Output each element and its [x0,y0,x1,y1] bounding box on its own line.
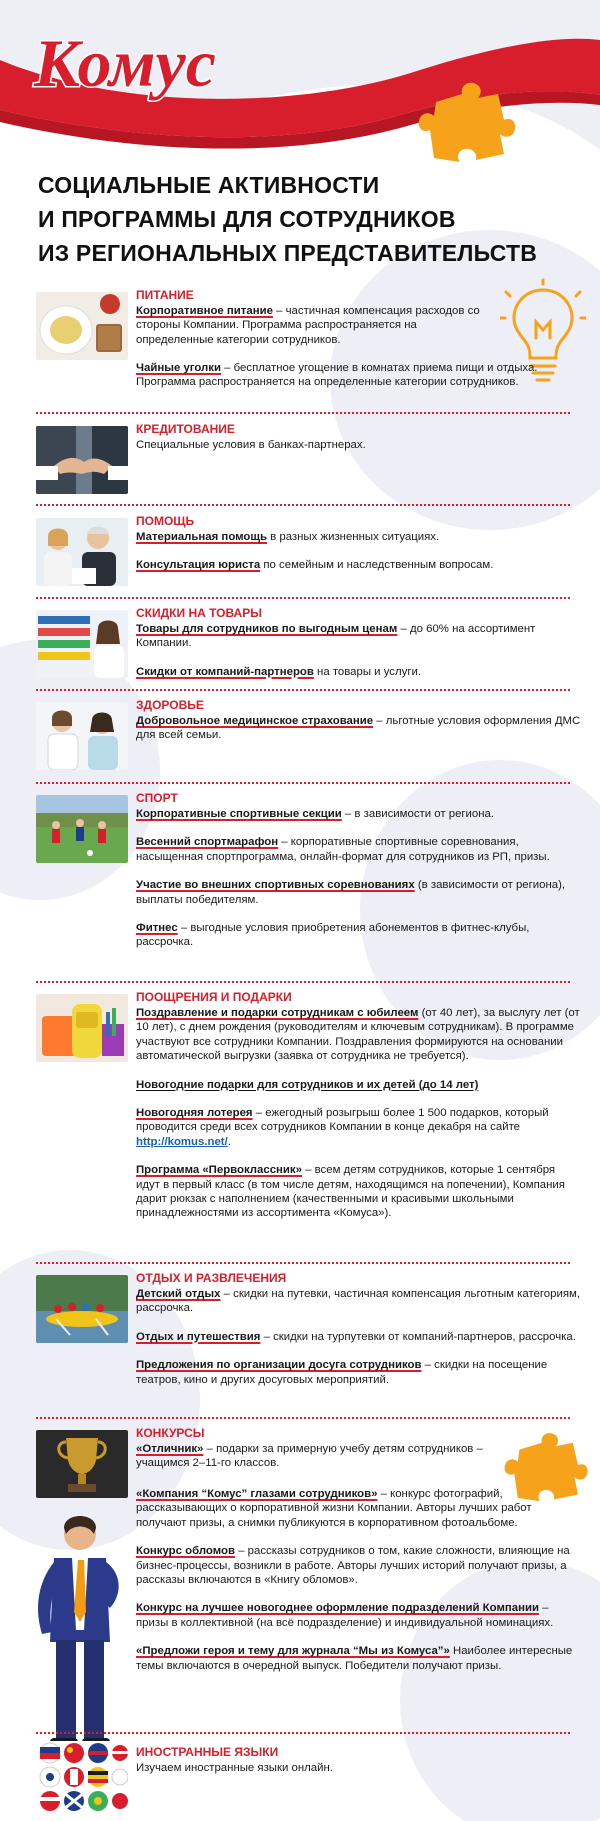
komus-logo [28,20,328,107]
section-paragraph [136,304,490,347]
section-paragraph [136,921,582,950]
section-paragraph [136,1330,582,1344]
section-paragraph [136,1163,582,1221]
paragraph-text: (в зависимости от региона), выплаты победителям. [136,879,566,906]
section-body [136,1745,582,1775]
section-paragraph [136,1761,582,1775]
paragraph-text: – скидки на турпутевки от компаний-партнеров, рассрочка. [260,1330,576,1343]
school-bag-icon [36,994,128,1062]
section-paragraph [136,1487,582,1530]
paragraph-text: – конкурс фотографий, рассказывающих о корпоративной жизни Компании. Авторы лучших работ получают призы, а снимки публикуются в корпоративном фотоальбоме. [136,1488,532,1529]
highlight-term: Поздравление и подарки сотрудникам с юбилеем [136,1007,419,1019]
trophy-icon [36,1430,128,1498]
highlight-term: Корпоративные спортивные секции [136,808,342,820]
paragraph-text: – скидки на посещение театров, кино и других досуговых мероприятий. [136,1359,548,1386]
section-paragraph [136,807,582,821]
highlight-term: Весенний спортмарафон [136,836,279,849]
highlight-term: Предложения по организации досуга сотрудников [136,1359,422,1372]
section-body [136,698,582,743]
businessman-illustration-icon [28,1512,128,1762]
paragraph-text: по семейным и наследственным вопросам. [260,559,494,572]
section-paragraph [136,558,582,572]
highlight-term: Фитнес [136,922,178,935]
section-title: СКИДКИ НА ТОВАРЫ [136,606,262,620]
handshake-icon [36,426,128,494]
section-divider [36,1732,570,1734]
section-title: ИНОСТРАННЫЕ ЯЗЫКИ [136,1745,279,1759]
section-title: КРЕДИТОВАНИЕ [136,422,235,436]
title-line: И ПРОГРАММЫ ДЛЯ СОТРУДНИКОВ [38,206,456,232]
section-divider [36,504,570,506]
title-line: ИЗ РЕГИОНАЛЬНЫХ ПРЕДСТАВИТЕЛЬСТВ [38,240,538,266]
highlight-term: Корпоративное питание [136,305,273,317]
section-body [136,1271,582,1387]
highlight-term: Новогодняя лотерея [136,1107,253,1120]
section-paragraph [136,361,582,390]
section-paragraph [136,530,582,544]
shop-icon [36,610,128,678]
section-title: ПОМОЩЬ [136,514,195,528]
paragraph-text: – подарки за примерную учебу детям сотрудников – учащимся 2–11-го классов. [136,1443,483,1470]
section-divider [36,1262,570,1264]
paragraph-text: – в зависимости от региона. [341,808,495,820]
paragraph-text: – призы в коллективной (на всё подразделение) и индивидуальной номинациях. [136,1602,554,1629]
paragraph-text: – бесплатное угощение в комнатах приема пищи и отдыха. Программа распространяется на определенные категории сотрудников. [136,362,538,389]
paragraph-text: Специальные условия в банках-партнерах. [136,439,366,451]
section-paragraph [136,1006,582,1064]
section-title: ПООЩРЕНИЯ И ПОДАРКИ [136,990,292,1004]
highlight-term: «Компания “Комус” глазами сотрудников» [136,1488,378,1500]
highlight-term: Конкурс обломов [136,1545,235,1558]
paragraph-text: . [227,1135,231,1148]
section-body [136,606,582,679]
paragraph-text: – рассказы сотрудников о том, какие сложности, влияющие на бизнес-процессы, возникли в работе. Авторы лучших историй получают призы, а рассказы включаются в «Книгу обломов». [136,1545,570,1587]
paragraph-text: – корпоративные спортивные соревнования, насыщенная спортпрограмма, онлайн-формат для сотрудников из РП, призы. [136,836,550,863]
paragraph-text: в разных жизненных ситуациях. [266,531,440,543]
doctor-icon [36,702,128,770]
highlight-term: Программа «Первоклассник» [136,1164,302,1177]
highlight-term: «Отличник» [136,1443,204,1455]
section-paragraph [136,1601,582,1630]
section-divider [36,412,570,414]
section-paragraph [136,1078,582,1092]
section-title: ОТДЫХ И РАЗВЛЕЧЕНИЯ [136,1271,287,1285]
header [0,0,600,160]
section-paragraph [136,1358,582,1387]
paragraph-text: – до 60% на ассортимент Компании. [136,623,536,650]
paragraph-text: – частичная компенсация расходов со стороны Компании. Программа распространяется на определенные категории сотрудников. [136,305,480,346]
highlight-term: Товары для сотрудников по выгодным ценам [136,623,398,635]
paragraph-text: Изучаем иностранные языки онлайн. [136,1762,333,1774]
section-paragraph [136,622,582,651]
section-title: ЗДОРОВЬЕ [136,698,204,712]
highlight-term: Новогодние подарки для сотрудников и их детей (до 14 лет) [136,1078,479,1091]
paragraph-text: – скидки на путевки, частичная компенсация льготным категориям, рассрочка. [136,1288,580,1315]
football-icon [36,795,128,863]
section-paragraph [136,1644,582,1673]
section-paragraph [136,878,582,907]
paragraph-text: – ежегодный розыгрыш более 1 500 подарков, который проводится среди всех сотрудников Компании в конце декабря на сайте [136,1107,549,1134]
highlight-term: Участие во внешних спортивных соревнованиях [136,879,415,892]
section-body [136,360,582,390]
highlight-term: Добровольное медицинское страхование [136,715,374,727]
section-body [136,288,490,347]
paragraph-text: – льготные условия оформления ДМС для всей семьи. [136,715,581,742]
section-paragraph [136,835,582,864]
rafting-icon [36,1275,128,1343]
paragraph-text: (от 40 лет), за выслугу лет (от 10 лет), с днем рождения (руководителям и ключевым сотрудникам). В программе участвуют все сотрудники Компании. Поздравления формируются на основании автоматической выгрузки (заявка от сотрудника не требуется). [136,1007,580,1063]
logo-text: Комус [34,25,216,101]
highlight-term: Материальная помощь [136,531,267,543]
section-body [136,990,582,1221]
section-divider [36,689,570,691]
komus-net-link[interactable]: http://komus.net/ [136,1135,228,1148]
puzzle-piece-icon [418,80,518,162]
section-paragraph [136,1106,582,1149]
section-body [136,514,582,573]
section-paragraph [136,1442,510,1471]
page-title [38,168,578,270]
paragraph-text: на товары и услуги. [313,665,421,678]
paragraph-text: – всем детям сотрудников, которые 1 сентября идут в первый класс (в том числе детям, находящимся на попечении), Компания дарит рюкзак с наполнением (качественными и красивыми школьными принадлежностями из ассортимента «Комуса»). [136,1164,565,1220]
section-paragraph [136,1287,582,1316]
consultation-icon [36,518,128,586]
section-paragraph [136,714,582,743]
section-body [136,422,582,452]
flags-icon [36,1741,128,1813]
highlight-term: Чайные уголки [136,362,221,374]
highlight-term: Детский отдых [136,1288,221,1300]
highlight-term: Отдых и путешествия [136,1330,261,1343]
highlight-term: «Предложи героя и тему для журнала “Мы из Комуса”» [136,1645,450,1658]
section-title: ПИТАНИЕ [136,288,194,302]
section-body [136,1486,582,1673]
title-line: СОЦИАЛЬНЫЕ АКТИВНОСТИ [38,172,380,198]
paragraph-text: Наиболее интересные темы включаются в очередной выпуск. Победители получают призы. [136,1645,573,1672]
food-plate-icon [36,292,128,360]
highlight-term: Консультация юриста [136,559,261,572]
section-divider [36,1417,570,1419]
section-paragraph [136,438,582,452]
section-paragraph [136,665,582,679]
highlight-term: Конкурс на лучшее новогоднее оформление подразделений Компании [136,1602,539,1615]
section-title: СПОРТ [136,791,178,805]
section-divider [36,782,570,784]
section-body [136,1426,510,1471]
section-divider [36,597,570,599]
section-title: КОНКУРСЫ [136,1426,205,1440]
highlight-term: Скидки от компаний-партнеров [136,665,314,678]
section-divider [36,981,570,983]
paragraph-text: – выгодные условия приобретения абонементов в фитнес-клубы, рассрочка. [136,922,530,949]
section-body [136,791,582,950]
section-paragraph [136,1544,582,1587]
